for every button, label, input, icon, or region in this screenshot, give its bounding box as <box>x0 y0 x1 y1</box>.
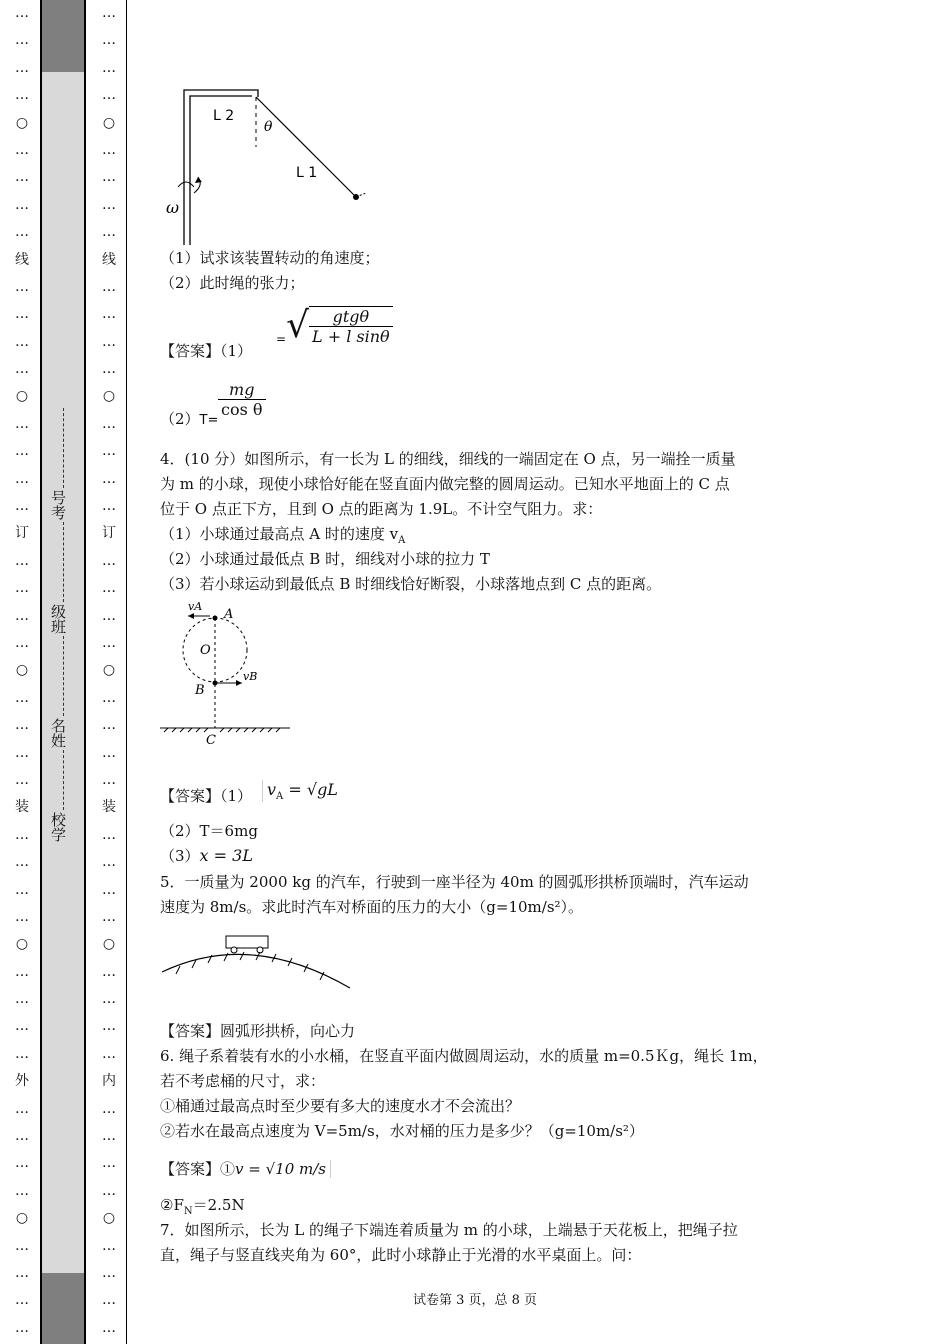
q5-answer: 【答案】圆弧形拱桥，向心力 <box>160 1022 356 1040</box>
cut-line-mark: … <box>15 1292 29 1309</box>
cut-line-mark: ○ <box>102 388 116 405</box>
cut-line-mark: 内 <box>102 1073 116 1090</box>
cut-line-mark: … <box>102 470 116 487</box>
inner-cut-line-marks <box>95 0 123 1344</box>
cut-line-mark: … <box>15 1128 29 1145</box>
cut-line-mark: … <box>15 1237 29 1254</box>
vertical-circle-figure <box>160 598 300 748</box>
q3-answer-1 <box>160 340 252 362</box>
q6-answer-2-symbol: ②F <box>160 1196 184 1214</box>
cut-line-mark: 线 <box>15 251 29 268</box>
cut-line-mark: … <box>102 59 116 76</box>
q4-sub2: （2）小球通过最低点 B 时，细线对小球的拉力 T <box>160 550 490 568</box>
cut-line-mark: … <box>102 826 116 843</box>
q7-line-2: 直，绳子与竖直线夹角为 60°，此时小球静止于光滑的水平桌面上。问： <box>160 1246 642 1264</box>
cut-line-mark: ○ <box>102 936 116 953</box>
cut-line-mark: … <box>102 278 116 295</box>
formula-v: v <box>267 780 277 799</box>
cut-line-mark: 订 <box>102 525 116 542</box>
cut-line-mark: … <box>102 1155 116 1172</box>
cut-line-mark: … <box>15 771 29 788</box>
label-L2: L 2 <box>213 108 235 124</box>
cut-line-mark: … <box>102 634 116 651</box>
q4-answer-2: （2）T＝6mg <box>160 822 258 840</box>
label-B: B <box>195 683 205 698</box>
margin-border-line <box>84 0 86 1344</box>
fraction-denominator: L + l sinθ <box>312 326 390 346</box>
fraction-denominator: cos θ <box>221 400 263 419</box>
cut-line-mark: … <box>15 1018 29 1035</box>
cut-line-mark: ○ <box>15 662 29 679</box>
q4-answer-1-formula <box>262 780 338 802</box>
cut-line-mark: … <box>102 498 116 515</box>
cut-line-mark: … <box>15 826 29 843</box>
cut-line-mark: … <box>15 415 29 432</box>
q5-line-2: 速度为 8m/s。求此时汽车对桥面的压力的大小（g=10m/s²）。 <box>160 898 584 916</box>
answer-index: （2） <box>160 410 200 428</box>
cut-line-mark: … <box>15 963 29 980</box>
cut-line-mark: … <box>102 443 116 460</box>
fraction-numerator: mg <box>218 380 266 400</box>
cut-line-mark: … <box>15 443 29 460</box>
cut-line-mark: … <box>15 1182 29 1199</box>
q4-line-3: 位于 O 点正下方，且到 O 点的距离为 1.9L。不计空气阻力。求： <box>160 500 603 518</box>
q3-sub2: （2）此时绳的张力； <box>160 274 305 292</box>
cut-line-mark: … <box>15 634 29 651</box>
cut-line-mark: … <box>102 1045 116 1062</box>
cut-line-mark: ○ <box>102 1210 116 1227</box>
cut-line-mark: … <box>15 717 29 734</box>
cut-line-mark: … <box>15 1319 29 1336</box>
cut-line-mark: … <box>102 771 116 788</box>
q3-answer-2 <box>160 408 218 432</box>
cut-line-mark: … <box>102 32 116 49</box>
label-L1: L 1 <box>296 165 318 181</box>
label-vB: vB <box>243 670 258 683</box>
cut-line-mark: … <box>15 278 29 295</box>
cut-line-mark: … <box>102 1128 116 1145</box>
margin-border-line <box>126 0 127 1344</box>
q4-line-2: 为 m 的小球，现使小球恰好能在竖直面内做完整的圆周运动。已知水平地面上的 C 点 <box>160 475 730 493</box>
label-A: A <box>224 607 234 622</box>
cut-line-mark: … <box>102 854 116 871</box>
page-footer: 试卷第 3 页，总 8 页 <box>412 1293 538 1308</box>
cut-line-mark: … <box>102 744 116 761</box>
q4-sub1-text: （1）小球通过最高点 A 时的速度 v <box>160 525 399 543</box>
cut-line-mark: … <box>15 141 29 158</box>
cut-line-mark: … <box>102 552 116 569</box>
equals-sign: = <box>276 332 287 346</box>
answer-index: （1） <box>220 342 253 360</box>
cut-line-mark: … <box>15 1155 29 1172</box>
q6-answer-1 <box>160 1158 331 1180</box>
cut-line-mark: ○ <box>102 114 116 131</box>
binding-strip-bottom-block <box>42 1273 84 1344</box>
binding-strip-top-block <box>42 0 84 72</box>
cut-line-mark: … <box>102 580 116 597</box>
cut-line-mark: 外 <box>15 1073 29 1090</box>
cut-line-mark: … <box>102 963 116 980</box>
cut-line-mark: 装 <box>15 799 29 816</box>
cut-line-mark: … <box>15 689 29 706</box>
field-school-label: 校学 <box>49 812 67 842</box>
q6-line-1: 6. 绳子系着装有水的小水桶，在竖直平面内做圆周运动，水的质量 m=0.5Ｋg，绳长 1m， <box>160 1047 768 1065</box>
cut-line-mark: ○ <box>15 936 29 953</box>
formula-rhs: = √gL <box>288 780 338 799</box>
cut-line-mark: … <box>102 1264 116 1281</box>
answer-label: 【答案】① <box>160 1160 236 1178</box>
cut-line-mark: … <box>102 1100 116 1117</box>
q6-answer-2-value: ＝2.5N <box>192 1196 245 1214</box>
cut-line-mark: … <box>15 224 29 241</box>
cut-line-mark: … <box>102 415 116 432</box>
cut-line-mark: … <box>102 141 116 158</box>
cut-line-mark: 订 <box>15 525 29 542</box>
cut-line-mark: … <box>15 908 29 925</box>
cut-line-mark: … <box>15 498 29 515</box>
q4-answer-1 <box>160 785 252 807</box>
q3-answer-2-formula <box>218 380 266 419</box>
cut-line-mark: … <box>15 1045 29 1062</box>
cut-line-mark: … <box>15 607 29 624</box>
formula-x: x = 3L <box>199 846 253 865</box>
cut-line-mark: … <box>102 607 116 624</box>
cut-line-mark: ○ <box>15 1210 29 1227</box>
cut-line-mark: … <box>102 224 116 241</box>
field-exam-number-label: 号考 <box>49 490 67 520</box>
cut-line-mark: … <box>15 991 29 1008</box>
cut-line-mark: … <box>15 32 29 49</box>
cut-line-mark: … <box>102 196 116 213</box>
cut-line-mark: … <box>102 169 116 186</box>
answer-label: 【答案】 <box>160 342 221 360</box>
q4-answer-3 <box>160 845 253 867</box>
label-O: O <box>200 643 211 658</box>
cut-line-mark: … <box>102 5 116 21</box>
q6-sub1: ①桶通过最高点时至少要有多大的速度水才不会流出？ <box>160 1097 521 1115</box>
cut-line-mark: … <box>102 1182 116 1199</box>
cut-line-mark: … <box>15 306 29 323</box>
cut-line-mark: … <box>102 361 116 378</box>
cut-line-mark: … <box>102 1237 116 1254</box>
cut-line-mark: … <box>102 1319 116 1336</box>
cut-line-mark: … <box>102 689 116 706</box>
cut-line-mark: … <box>15 1100 29 1117</box>
tension-symbol: T= <box>199 413 219 428</box>
q6-line-2: 若不考虑桶的尺寸，求： <box>160 1072 326 1090</box>
cut-line-mark: … <box>15 881 29 898</box>
label-vA: vA <box>188 600 203 613</box>
cut-line-mark: … <box>15 196 29 213</box>
label-omega: ω <box>166 198 180 217</box>
label-theta: θ <box>264 119 273 135</box>
cut-line-mark: 线 <box>102 251 116 268</box>
q7-line-1: 7．如图所示，长为 L 的绳子下端连着质量为 m 的小球，上端悬于天花板上，把绳子拉 <box>160 1221 738 1239</box>
rotating-device-figure <box>160 85 390 245</box>
cut-line-mark: … <box>15 5 29 21</box>
cut-line-mark: … <box>102 991 116 1008</box>
cut-line-mark: … <box>15 87 29 104</box>
cut-line-mark: … <box>102 881 116 898</box>
label-C: C <box>206 733 216 748</box>
fraction-numerator: gtgθ <box>309 307 393 327</box>
answer-index: （1） <box>220 787 253 805</box>
cut-line-mark: … <box>102 87 116 104</box>
answer-index: （3） <box>160 847 200 865</box>
cut-line-mark: … <box>15 59 29 76</box>
outer-cut-line-marks <box>8 0 36 1344</box>
q4-sub1-subscript: A <box>398 535 406 546</box>
cut-line-mark: … <box>102 717 116 734</box>
cut-line-mark: … <box>102 1018 116 1035</box>
cut-line-mark: 装 <box>102 799 116 816</box>
cut-line-mark: ○ <box>15 388 29 405</box>
cut-line-mark: … <box>15 580 29 597</box>
cut-line-mark: … <box>102 908 116 925</box>
field-class-label: 级班 <box>49 604 67 634</box>
q4-sub3: （3）若小球运动到最低点 B 时细线恰好断裂，小球落地点到 C 点的距离。 <box>160 575 662 593</box>
formula-v: v = √10 m/s <box>235 1160 331 1178</box>
answer-label: 【答案】 <box>160 787 221 805</box>
cut-line-mark: ○ <box>15 114 29 131</box>
q5-line-1: 5．一质量为 2000 kg 的汽车，行驶到一座半径为 40m 的圆弧形拱桥顶端时，汽车运动 <box>160 873 749 891</box>
q3-sub1: （1）试求该装置转动的角速度； <box>160 249 380 267</box>
margin-border-line <box>40 0 42 1344</box>
cut-line-mark: … <box>15 470 29 487</box>
arch-bridge-figure <box>160 930 360 995</box>
cut-line-mark: … <box>15 1264 29 1281</box>
cut-line-mark: … <box>102 1292 116 1309</box>
cut-line-mark: … <box>15 552 29 569</box>
cut-line-mark: … <box>15 854 29 871</box>
q3-answer-1-formula: =√ $\frac{\text{gtgθ}}{\text{L + l sinθ}}$ <box>276 305 393 346</box>
cut-line-mark: … <box>102 333 116 350</box>
q4-line-1: 4．(10 分）如图所示，有一长为 L 的细线，细线的一端固定在 O 点，另一端拴一质量 <box>160 450 736 468</box>
q6-answer-2-subscript: N <box>183 1206 193 1217</box>
cut-line-mark: … <box>15 744 29 761</box>
q6-sub2: ②若水在最高点速度为 V=5m/s，水对桶的压力是多少？（g=10m/s²） <box>160 1122 644 1140</box>
cut-line-mark: … <box>15 333 29 350</box>
cut-line-mark: ○ <box>102 662 116 679</box>
formula-subscript: A <box>276 791 284 803</box>
student-info-fields <box>50 408 78 844</box>
cut-line-mark: … <box>102 306 116 323</box>
cut-line-mark: … <box>15 169 29 186</box>
field-name-label: 名姓 <box>49 718 67 748</box>
cut-line-mark: … <box>15 361 29 378</box>
